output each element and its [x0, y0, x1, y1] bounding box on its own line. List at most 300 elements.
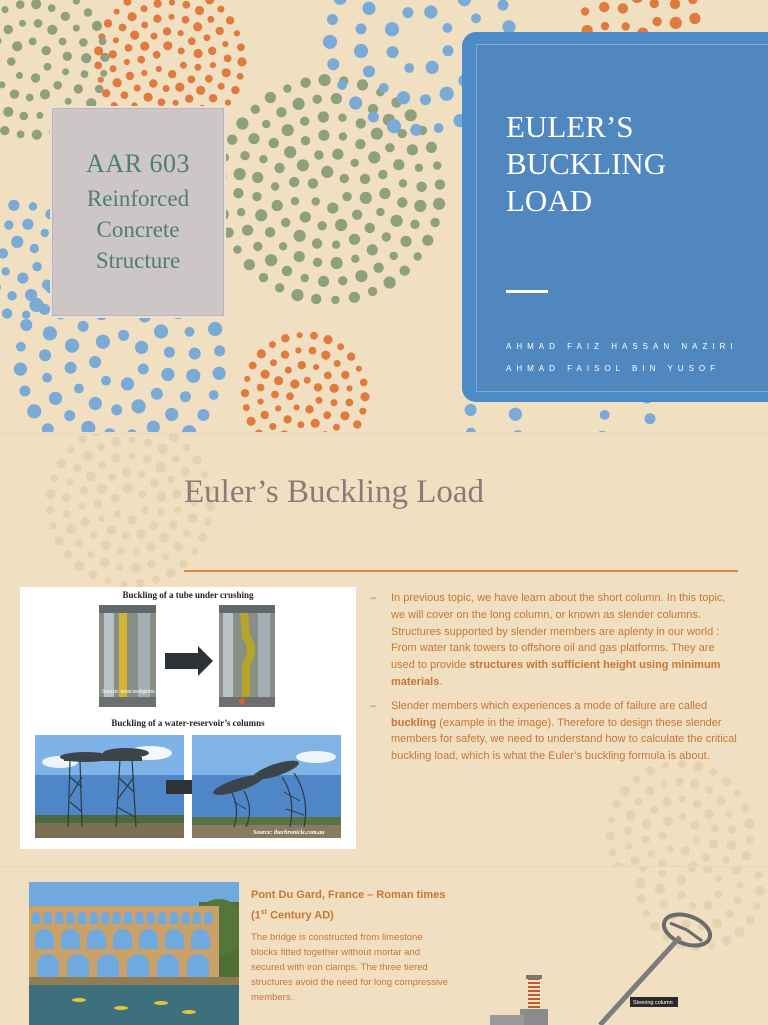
decorative-dot [128, 515, 137, 524]
decorative-dot [284, 146, 296, 158]
decorative-dot [154, 324, 168, 338]
decorative-dot [387, 119, 401, 133]
decorative-dot [635, 798, 643, 806]
decorative-dot [599, 2, 609, 12]
decorative-dot [313, 95, 322, 104]
decorative-dot [360, 379, 368, 387]
decorative-dot [297, 332, 303, 338]
decorative-dot [168, 70, 176, 78]
decorative-dot [222, 41, 228, 47]
decorative-dot [22, 219, 33, 230]
decorative-dot [641, 819, 651, 829]
decorative-dot [690, 779, 700, 789]
decorative-dot [294, 251, 305, 262]
decorative-dot [283, 415, 291, 423]
decorative-dot [233, 188, 243, 198]
decorative-dot [159, 533, 169, 543]
decorative-dot [294, 404, 300, 410]
decorative-dot [134, 85, 141, 92]
decorative-dot [251, 105, 260, 114]
decorative-dot [702, 853, 711, 862]
decorative-dot [114, 511, 121, 518]
decorative-dot [623, 826, 632, 835]
decorative-dot [31, 0, 41, 9]
decorative-dot [330, 384, 339, 393]
decorative-dot [118, 330, 129, 341]
decorative-dot [173, 100, 179, 106]
decorative-dot [312, 238, 322, 248]
decorative-dot [355, 139, 365, 149]
decorative-dot [226, 16, 234, 24]
decorative-dot [704, 809, 714, 819]
decorative-dot [149, 521, 158, 530]
decorative-dot [262, 120, 270, 128]
decorative-dot [153, 15, 161, 23]
decorative-dot [231, 86, 239, 94]
decorative-dot [399, 179, 407, 187]
decorative-dot [659, 870, 667, 878]
decorative-dot [728, 825, 737, 834]
decorative-dot [74, 384, 84, 394]
decorative-dot [16, 342, 26, 352]
decorative-dot [692, 836, 700, 844]
decorative-dot [209, 390, 219, 400]
decorative-dot [99, 37, 107, 45]
decorative-dot [755, 871, 763, 879]
decorative-dot [410, 124, 422, 136]
decorative-dot [140, 42, 149, 51]
decorative-dot [341, 371, 349, 379]
decorative-dot [279, 242, 287, 250]
decorative-dot [609, 849, 617, 857]
decorative-dot [265, 254, 277, 266]
decorative-dot [65, 98, 72, 105]
decorative-dot [626, 843, 633, 850]
decorative-dot [407, 144, 418, 155]
decorative-dot [89, 356, 101, 368]
decorative-dot [63, 52, 72, 61]
decorative-dot [291, 197, 299, 205]
decorative-dot [62, 493, 71, 502]
decorative-dot [660, 781, 667, 788]
decorative-dot [198, 533, 207, 542]
decorative-dot [105, 577, 112, 584]
decorative-dot [41, 229, 49, 237]
decorative-dot [63, 510, 71, 518]
arch-opening [61, 929, 80, 949]
decorative-dot [124, 0, 132, 6]
decorative-dot [670, 17, 682, 29]
decorative-dot [363, 66, 375, 78]
decorative-dot [153, 0, 161, 8]
example-title-line: Pont Du Gard, France – Roman times [251, 887, 471, 904]
decorative-dot [96, 335, 110, 349]
decorative-dot [195, 6, 204, 15]
decorative-dot [295, 347, 301, 353]
decorative-dot [29, 38, 37, 46]
decorative-dot [318, 111, 329, 122]
decorative-dot [608, 817, 615, 824]
decorative-dot [32, 262, 41, 271]
decorative-dot [173, 542, 182, 551]
decorative-dot [2, 267, 10, 275]
decorative-dot [8, 200, 19, 211]
decorative-dot [50, 523, 57, 530]
decorative-dot [321, 431, 329, 432]
decorative-dot [305, 405, 313, 413]
decorative-dot [626, 810, 636, 820]
decorative-dot [178, 30, 184, 36]
decorative-dot [53, 81, 62, 90]
decorative-dot [128, 12, 137, 21]
decorative-dot [241, 389, 249, 397]
decorative-dot [189, 348, 201, 360]
decorative-dot [2, 6, 9, 13]
decorative-dot [362, 2, 375, 15]
decorative-dot [327, 14, 338, 25]
decorative-dot [163, 41, 172, 50]
decorative-dot [620, 786, 630, 796]
pont-du-gard-photo [29, 882, 239, 1025]
decorative-dot [32, 130, 42, 140]
decorative-dot [259, 155, 267, 163]
decorative-dot [618, 3, 628, 13]
decorative-dot [597, 431, 608, 432]
decorative-dot [605, 832, 614, 841]
decorative-dot [98, 461, 106, 469]
decorative-dot [261, 370, 270, 379]
decorative-dot [257, 384, 265, 392]
decorative-dot [180, 62, 187, 69]
decorative-dot [301, 274, 309, 282]
decorative-dot [209, 94, 217, 102]
decorative-dot [443, 23, 453, 33]
decorative-dot [174, 506, 181, 513]
course-code: AAR 603 [53, 149, 223, 179]
content-slide [0, 433, 768, 866]
decorative-dot [282, 124, 294, 136]
decorative-dot [631, 0, 643, 3]
decorative-dot [10, 90, 19, 99]
decorative-dot [179, 559, 188, 568]
tube-after-photo [219, 605, 275, 707]
decorative-dot [323, 35, 337, 49]
aqueduct-illustration [29, 882, 239, 1025]
decorative-dot [356, 366, 362, 372]
decorative-dot [688, 867, 696, 873]
decorative-dot [316, 397, 323, 404]
decorative-dot [130, 30, 139, 39]
decorative-dot [50, 474, 58, 482]
decorative-dot [360, 392, 369, 401]
decorative-dot [355, 270, 367, 282]
decorative-dot [709, 839, 718, 848]
decorative-dot [420, 94, 431, 105]
arch-opening [113, 929, 132, 949]
decorative-dot [705, 786, 713, 794]
decorative-dot [368, 112, 379, 123]
decorative-dot [426, 61, 439, 74]
decorative-dot [286, 392, 294, 400]
decorative-dot [187, 76, 195, 84]
decorative-dot [110, 65, 117, 72]
decorative-dot [679, 813, 687, 821]
decorative-dot [139, 490, 147, 498]
title-divider [506, 290, 548, 293]
decorative-dot [84, 8, 93, 17]
decorative-dot [113, 37, 119, 43]
decorative-dot [100, 53, 109, 62]
decorative-dot [2, 308, 12, 318]
decorative-dot [397, 197, 407, 207]
decorative-dot [746, 836, 754, 844]
decorative-dot [162, 554, 169, 561]
decorative-dot [94, 499, 103, 508]
decorative-dot [64, 410, 75, 421]
decorative-dot [641, 835, 650, 844]
decorative-dot [458, 0, 471, 6]
decorative-dot [234, 30, 240, 36]
decorative-dot [755, 886, 764, 895]
decorative-dot [65, 362, 77, 374]
decorative-dot [726, 840, 736, 850]
decorative-dot [601, 22, 609, 30]
graphic-label: Steering column [633, 1000, 673, 1006]
arch-opening [67, 912, 75, 924]
arch-opening [157, 954, 179, 977]
decorative-dot [753, 903, 760, 910]
decorative-dot [346, 385, 352, 391]
decorative-dot [54, 536, 63, 545]
decorative-dot [169, 434, 179, 442]
decorative-dot [61, 12, 70, 21]
decorative-dot [301, 136, 310, 145]
decorative-dot [92, 434, 102, 436]
decorative-dot [331, 93, 342, 104]
decorative-dot [25, 289, 37, 301]
decorative-dot [141, 70, 147, 76]
decorative-dot [113, 78, 122, 87]
decorative-dot [321, 166, 333, 178]
decorative-dot [257, 399, 263, 405]
decorative-dot [22, 311, 30, 319]
slide-title: Euler’s Buckling Load [184, 474, 484, 511]
decorative-dot [163, 85, 170, 92]
decorative-dot [242, 225, 253, 236]
decorative-dot [178, 48, 185, 55]
decorative-dot [332, 241, 340, 249]
decorative-dot [78, 321, 89, 332]
decorative-dot [360, 192, 372, 204]
decorative-dot [416, 182, 426, 192]
decorative-dot [66, 524, 76, 534]
decorative-dot [663, 816, 673, 826]
decorative-dot [645, 786, 654, 795]
decorative-dot [291, 289, 303, 301]
arch-opening [205, 912, 213, 924]
decorative-dot [40, 89, 50, 99]
decorative-dot [237, 43, 245, 51]
decorative-dot [216, 27, 224, 35]
decorative-dot [744, 819, 754, 829]
example-title-line [251, 904, 471, 925]
decorative-dot [679, 796, 686, 803]
decorative-dot [711, 825, 719, 833]
decorative-dot [725, 910, 734, 919]
decorative-dot [30, 244, 39, 253]
presentation-title [506, 108, 736, 219]
decorative-dot [111, 494, 120, 503]
decorative-dot [138, 471, 145, 478]
decorative-dot [581, 7, 589, 15]
decorative-dot [111, 453, 120, 462]
decorative-dot [252, 172, 263, 183]
decorative-dot [169, 0, 175, 6]
decorative-dot [39, 349, 51, 361]
decorative-dot [182, 425, 196, 432]
decorative-dot [90, 531, 98, 539]
bullet-list [370, 590, 740, 772]
decorative-dot [94, 62, 102, 70]
decorative-dot [186, 369, 200, 383]
course-card [52, 108, 224, 316]
decorative-dot [210, 62, 216, 68]
decorative-dot [121, 91, 129, 99]
arch-opening [44, 912, 52, 924]
decorative-dot [248, 133, 259, 144]
decorative-dot [227, 135, 237, 145]
decorative-dot [193, 22, 202, 31]
arch-opening [191, 929, 210, 949]
decorative-dot [205, 0, 214, 5]
arch-opening [78, 912, 86, 924]
decorative-dot [152, 576, 160, 584]
decorative-dot [244, 259, 255, 270]
author-name: AHMAD FAISOL BIN YUSOF [506, 364, 720, 373]
decorative-dot [298, 361, 306, 369]
decorative-dot [207, 16, 214, 23]
decorative-dot [275, 283, 284, 292]
spring-coil-icon [490, 975, 548, 1025]
decorative-dot [662, 797, 671, 806]
decorative-dot [313, 258, 322, 267]
decorative-dot [323, 411, 331, 419]
arch-opening [67, 954, 89, 977]
example-slide [0, 866, 768, 1025]
watermark-top: Source: www.ivvdiglobe.com [102, 689, 166, 695]
decorative-dot [310, 332, 318, 340]
decorative-dot [0, 282, 1, 293]
decorative-dot [27, 404, 41, 418]
decorative-dot [349, 234, 360, 245]
decorative-dot [16, 72, 23, 79]
decorative-dot [741, 804, 750, 813]
decorative-dot [304, 377, 311, 384]
decorative-dot [689, 13, 700, 24]
decorative-dot [138, 364, 149, 375]
decorative-dot [281, 218, 290, 227]
decorative-dot [81, 70, 89, 78]
example-title [251, 887, 471, 925]
decorative-dot [101, 540, 111, 550]
decorative-dot [151, 388, 163, 400]
decorative-dot [79, 38, 88, 47]
decorative-dot [157, 508, 165, 516]
decorative-dot [612, 800, 621, 809]
arch-opening [147, 912, 155, 924]
decorative-dot [415, 164, 423, 172]
decorative-dot [95, 85, 104, 94]
decorative-dot [75, 539, 84, 548]
decorative-dot [390, 252, 398, 260]
decorative-dot [280, 430, 289, 432]
decorative-dot [156, 462, 166, 472]
decorative-dot [167, 475, 175, 483]
decorative-dot [265, 92, 276, 103]
decorative-dot [334, 360, 341, 367]
decorative-dot [371, 128, 383, 140]
decorative-dot [434, 123, 444, 133]
decorative-dot [290, 379, 299, 388]
decorative-dot [265, 227, 275, 237]
decorative-dot [405, 109, 417, 121]
decorative-dot [7, 291, 16, 300]
decorative-dot [735, 927, 745, 937]
arch-opening [136, 912, 144, 924]
decorative-dot [365, 223, 375, 233]
decorative-dot [356, 23, 367, 34]
bullet-item [370, 590, 740, 691]
decorative-dot [424, 5, 437, 18]
decorative-dot [368, 151, 380, 163]
decorative-dot [430, 218, 439, 227]
decorative-dot [236, 117, 248, 129]
decorative-dot [133, 548, 140, 555]
decorative-dot [414, 200, 426, 212]
arch-opening [35, 929, 54, 949]
decorative-dot [318, 276, 329, 287]
decorative-dot [156, 492, 166, 502]
decorative-dot [393, 159, 404, 170]
decorative-dot [308, 178, 318, 188]
decorative-dot [379, 83, 389, 93]
decorative-dot [208, 47, 216, 55]
title-slide [0, 0, 768, 432]
course-name [53, 183, 223, 276]
decorative-dot [175, 83, 184, 92]
decorative-dot [385, 22, 399, 36]
decorative-dot [746, 916, 755, 925]
arch-opening [101, 912, 109, 924]
decorative-dot [317, 221, 326, 230]
decorative-dot [397, 91, 410, 104]
decorative-dot [297, 421, 304, 428]
decorative-dot [147, 421, 160, 432]
author-name: AHMAD FAIZ HASSAN NAZIRI [506, 342, 738, 351]
decorative-dot [281, 351, 289, 359]
decorative-dot [332, 149, 343, 160]
decorative-dot [213, 367, 226, 380]
arch-opening [97, 954, 119, 977]
decorative-dot [20, 319, 32, 331]
decorative-dot [73, 0, 80, 5]
decorative-dot [97, 443, 105, 451]
title-line: LOAD [506, 182, 736, 219]
decorative-dot [86, 98, 96, 108]
decorative-dot [400, 236, 411, 247]
decorative-dot [693, 799, 702, 808]
decorative-dot [382, 232, 391, 241]
